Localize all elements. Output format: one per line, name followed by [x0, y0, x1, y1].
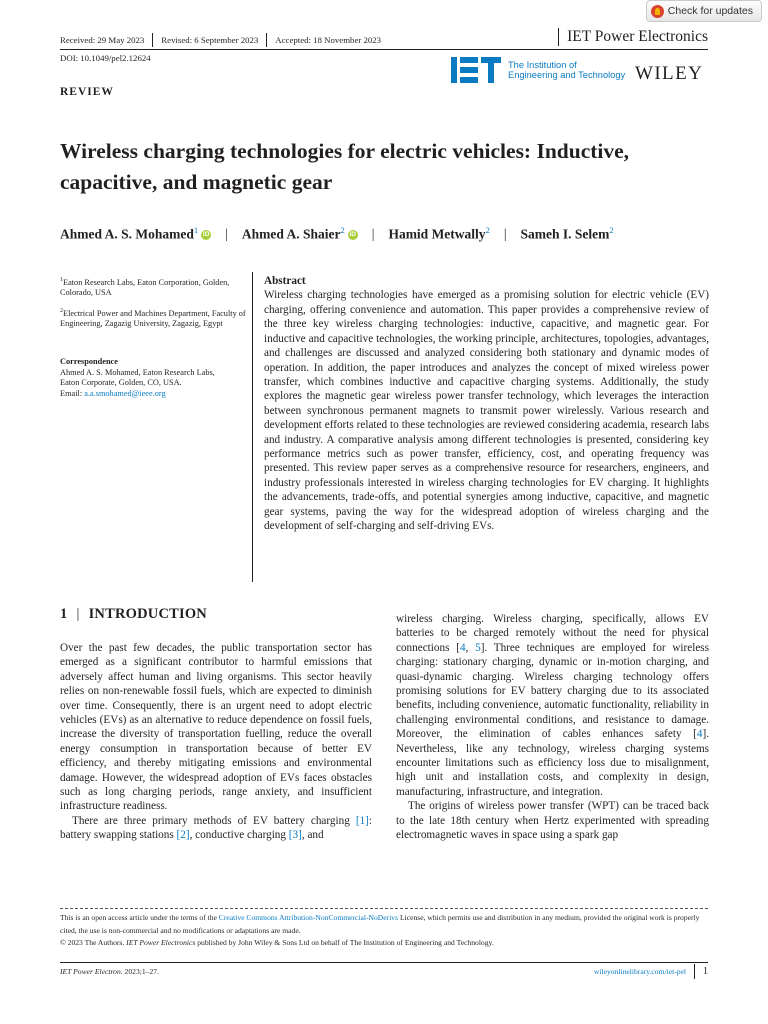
paragraph: Over the past few decades, the public transportation sector has emerged as a significant contributor to harmful emissions that adversely affect human and living organisms. This sector heavily relies on non-renewable fossil fuels, which are expected to diminish over time. Consequently, there is an urgent need to adopt electric vehicles (EVs) as an alternative to reduce dependence on fossil fuels, increase the diversity of transportation fuelling, reduce the overall energy consumption in transportation because of better EV efficiency, and thereby mitigating emissions and environmental damage. However, the widespread adoption of EVs faces obstacles such as long charging periods, range anxiety, and insufficient infrastructure readiness. [60, 642, 372, 813]
divider [694, 964, 695, 979]
email-link[interactable]: a.a.smohamed@ieee.org [84, 388, 166, 398]
author[interactable]: Ahmed A. Shaier$^2$ iD [241, 225, 356, 242]
left-column [60, 641, 372, 843]
paragraph: There are three primary methods of EV battery charging [1]: battery swapping stations [2], conductive charging [3], and [60, 814, 372, 842]
paragraph: The origins of wireless power transfer (WPT) can be traced back to the late 18th century when Hertz experimented with spreading electromagnetic waves in space using a spark gap [396, 800, 709, 842]
citation-link[interactable]: 5 [475, 641, 481, 654]
check-for-updates-button[interactable] [646, 0, 762, 22]
crossmark-icon [651, 5, 664, 18]
iet-logo-text: The Institution of Engineering and Technology [508, 60, 626, 80]
author[interactable]: Hamid Metwally$^2$ [388, 225, 490, 242]
citation-link[interactable]: 4 [459, 641, 466, 654]
check-for-updates-label: Check for updates [667, 5, 753, 17]
abstract-heading: Abstract [264, 275, 306, 287]
affiliation: $^1$Eaton Research Labs, Eaton Corporation, Golden, Colorado, USA [60, 277, 230, 298]
abstract-rule [252, 272, 253, 582]
article-dates [60, 33, 381, 47]
received-date: Received: 29 May 2023 [60, 35, 145, 45]
orcid-icon[interactable]: iD [349, 231, 356, 239]
journal-header [558, 28, 708, 46]
citation-link[interactable]: 4 [696, 728, 703, 741]
iet-logo-icon [451, 57, 501, 83]
footer-rule [60, 962, 708, 963]
author[interactable]: Sameh I. Selem$^2$ [520, 225, 614, 242]
citation-line: IET Power Electron. 2023;1–27. [60, 967, 159, 976]
page-number: 1 [703, 966, 708, 977]
correspondence: Correspondence Ahmed A. S. Mohamed, Eaton Research Labs, Eaton Corporate, Golden, CO, USA. Email: a.a.smohamed@ieee.org [60, 357, 215, 398]
wiley-logo: WILEY [635, 63, 704, 84]
abstract-text: Wireless charging technologies have emerged as a promising solution for electric vehicle (EV) charging, offering convenience and automation. This paper provides a comprehensive review of the three key wireless charging technologies: inductive, capacitive, and magnetic gear. For inductive and capacitive technologies, the working principle, architectures, topologies, advantages, and challenges are discussed and analyzed considering both stationary and dynamic modes of operation. In addition, the paper introduces and analyzes the concept of mixed wireless power transfer, which combines inductive and capacitive charging systems. Additionally, the study explores the magnetic gear wireless power transfer technology, which leverages the interaction between synchronous permanent magnets to transmit power wirelessly. Various research and development efforts related to these technologies are reviewed considering academia, research labs and industry. A comparative analysis among different technologies is presented, considering key performance metrics such as power transfer, efficiency, cost, and operating frequency was presented. This review paper serves as a comprehensive resource for researchers, engineers, and industry professionals interested in wireless charging technologies for EV charging. It highlights the advancements, trade-offs, and potential synergies among inductive, capacitive, and magnetic gear systems, paving the way for the widespread adoption of wireless charging and the development of self-charging and self-driving EVs. [264, 289, 709, 533]
license-note: This is an open access article under the terms of the Creative Commons Attribution-NonCommercial-NoDerivs License, which permits use and distribution in any medium, provided the original work is properly cited, the use is non-commercial and no modifications or adaptations are made. © 2023 The Authors. IET Power Electronics published by John Wiley & Sons Ltd on behalf of The Institution of Engineering and Technology. [60, 913, 700, 947]
abstract [264, 274, 709, 534]
right-column [396, 612, 709, 843]
doi[interactable]: DOI: 10.1049/pel2.12624 [60, 53, 151, 63]
header-rule [60, 49, 708, 50]
orcid-icon[interactable]: iD [202, 231, 210, 239]
article-type: REVIEW [60, 86, 114, 98]
license-link[interactable]: Creative Commons Attribution-NonCommercial-NoDerivs [218, 913, 399, 922]
affiliation: $^2$Electrical Power and Machines Department, Faculty of Engineering, Zagazig University, Zagazig, Egypt [60, 308, 246, 329]
author[interactable]: Ahmed A. S. Mohamed$^1$ iD [60, 225, 210, 242]
citation-link[interactable]: [1] [355, 814, 369, 827]
footer-right [594, 964, 708, 979]
revised-date: Revised: 6 September 2023 [161, 35, 259, 45]
divider [152, 33, 153, 47]
accepted-date: Accepted: 18 November 2023 [275, 35, 382, 45]
citation-link[interactable]: [3] [288, 829, 302, 842]
divider [266, 33, 267, 47]
footer-divider [60, 908, 708, 909]
journal-name: IET Power Electronics [567, 28, 708, 45]
journal-url-link[interactable]: wileyonlinelibrary.com/iet-pel [593, 967, 686, 976]
section-heading: 1 | INTRODUCTION [60, 606, 207, 622]
paragraph: wireless charging. Wireless charging, specifically, allows EV batteries to be charged remotely without the need for physical connections [4, 5]. Three techniques are employed for wireless charging: stationary charging, dynamic or in-motion charging, and quasi-dynamic charging. Wireless charging technology offers promising solutions for EV battery charging due to its associated benefits, including convenience, automatic functionality, reliability in challenging environmental conditions, and resistance to damage. Moreover, the elimination of cables enhances safety [4]. Nevertheless, like any technology, wireless charging systems encounter limitations such as efficiency loss due to misalignment, high unit and installation costs, and complexity in design, manufacturing, infrastructure, and integration. [396, 613, 709, 798]
divider [558, 28, 559, 46]
article-title: Wireless charging technologies for electric vehicles: Inductive, capacitive, and magnetic gear [60, 139, 630, 194]
author-list: Ahmed A. S. Mohamed$^1$ iD | Ahmed A. Shaier$^2$ iD | Hamid Metwally$^2$ | Sameh I. Selem$^2$ [60, 225, 614, 242]
iet-logo [451, 57, 625, 83]
citation-link[interactable]: [2] [176, 829, 190, 842]
